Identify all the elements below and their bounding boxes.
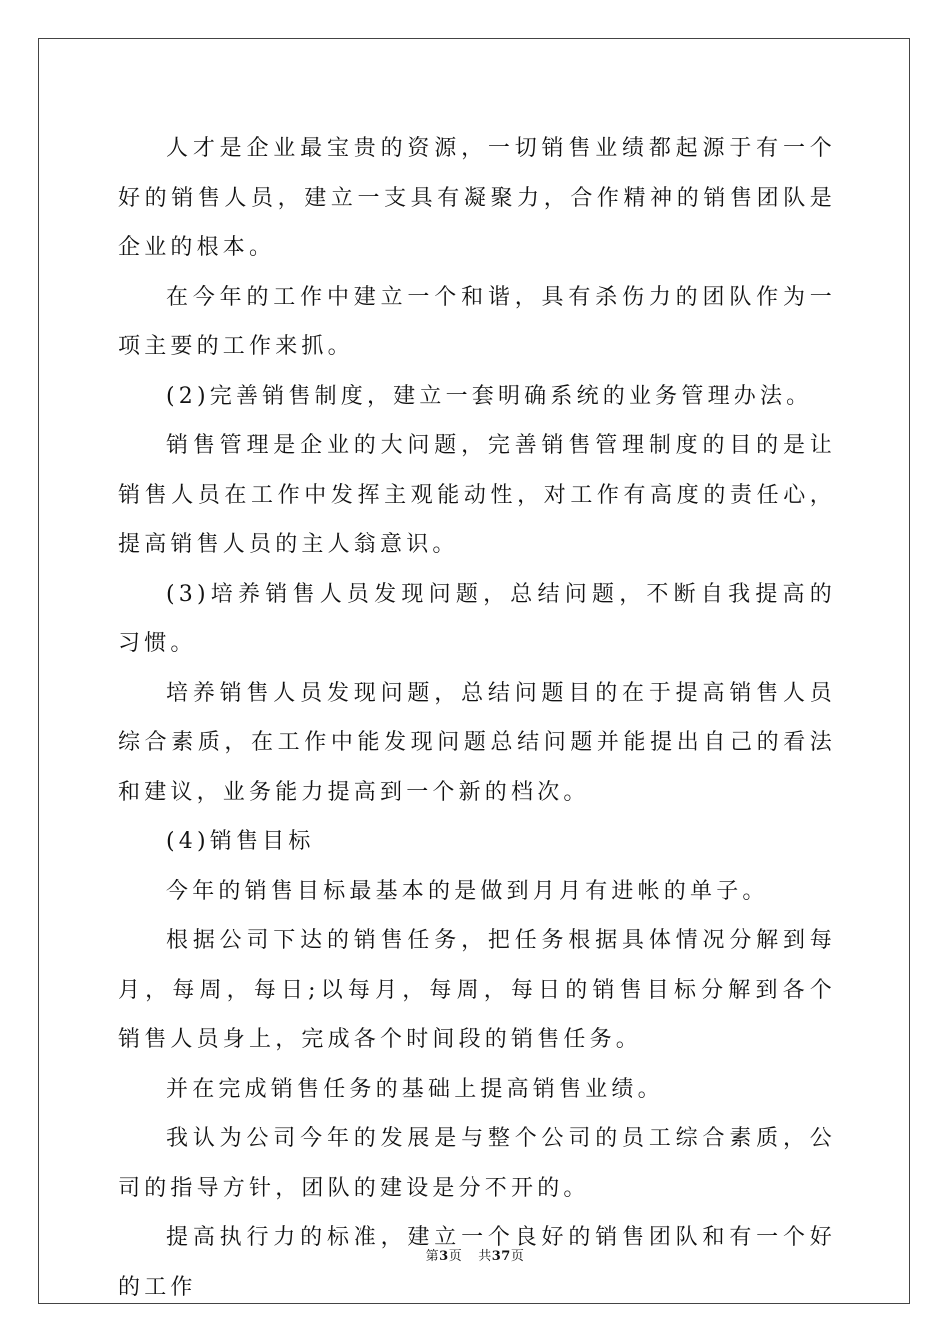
section-heading: (2)完善销售制度，建立一套明确系统的业务管理办法。 (166, 383, 813, 409)
document-body (118, 124, 836, 1312)
current-page-number: 3 (439, 1249, 449, 1264)
total-page-count: 37 (491, 1249, 511, 1264)
page-label-prefix: 第 (425, 1249, 440, 1264)
section-heading: (3)培养销售人员发现问题，总结问题，不断自我提高的习惯。 (118, 581, 836, 656)
page-footer (0, 1245, 950, 1264)
total-label-prefix: 共 (478, 1249, 492, 1264)
paragraph: 我认为公司今年的发展是与整个公司的员工综合素质，公司的指导方针，团队的建设是分不开的。 (118, 1126, 836, 1201)
section-heading: (4)销售目标 (166, 829, 315, 854)
paragraph: 人才是企业最宝贵的资源，一切销售业绩都起源于有一个好的销售人员，建立一支具有凝聚力，合作精神的销售团队是企业的根本。 (118, 136, 836, 260)
paragraph: 并在完成销售任务的基础上提高销售业绩。 (166, 1076, 664, 1102)
total-label-suffix: 页 (510, 1249, 525, 1264)
paragraph: 培养销售人员发现问题，总结问题目的在于提高销售人员综合素质，在工作中能发现问题总结问题并能提出自己的看法和建议，业务能力提高到一个新的档次。 (118, 680, 836, 805)
paragraph: 根据公司下达的销售任务，把任务根据具体情况分解到每月，每周，每日;以每月，每周，每日的销售目标分解到各个销售人员身上，完成各个时间段的销售任务。 (118, 928, 836, 1052)
page-label-suffix: 页 (448, 1249, 463, 1264)
paragraph: 销售管理是企业的大问题，完善销售管理制度的目的是让销售人员在工作中发挥主观能动性，对工作有高度的责任心，提高销售人员的主人翁意识。 (118, 433, 836, 557)
paragraph: 提高执行力的标准，建立一个良好的销售团队和有一个好的工作 (118, 1225, 836, 1300)
paragraph: 今年的销售目标最基本的是做到月月有进帐的单子。 (166, 878, 769, 904)
paragraph: 在今年的工作中建立一个和谐，具有杀伤力的团队作为一项主要的工作来抓。 (118, 284, 836, 359)
